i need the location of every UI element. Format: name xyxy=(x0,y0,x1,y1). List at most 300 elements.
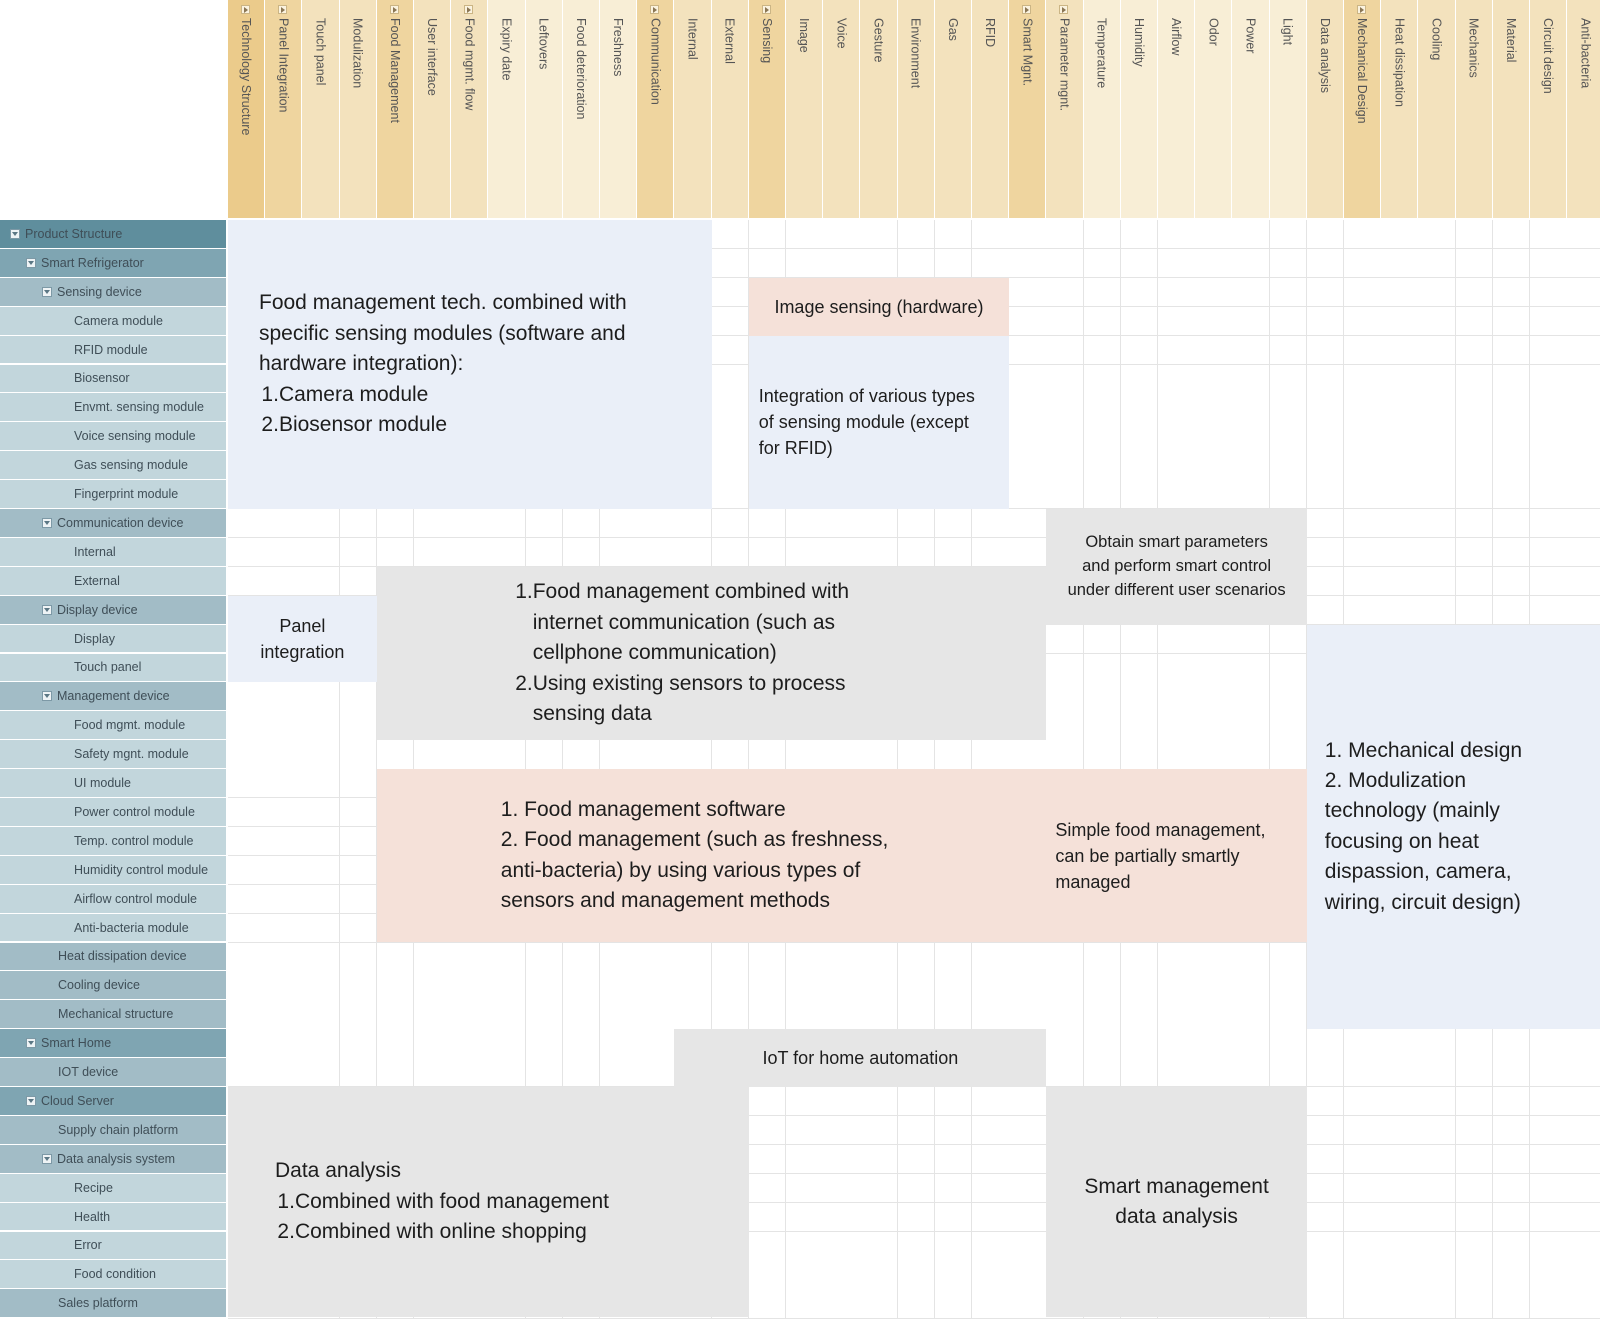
grid-cell xyxy=(414,1058,452,1087)
grid-cell xyxy=(786,1087,824,1116)
row-header xyxy=(0,827,226,856)
grid-cell xyxy=(1530,1260,1568,1289)
grid-cell xyxy=(340,971,378,1000)
grid-cell xyxy=(1381,480,1419,509)
grid-cell xyxy=(1232,625,1270,654)
expand-arrow-icon[interactable] xyxy=(278,5,287,14)
list-text: Camera module xyxy=(278,382,429,406)
grid-cell xyxy=(1270,451,1308,480)
column-header xyxy=(674,0,711,218)
column-header xyxy=(712,0,749,218)
grid-cell xyxy=(414,971,452,1000)
grid-cell xyxy=(823,249,861,278)
grid-cell xyxy=(228,827,266,856)
grid-cell xyxy=(302,885,340,914)
grid-cell xyxy=(1418,365,1456,394)
grid-cell xyxy=(1084,1029,1122,1058)
row-header xyxy=(0,1000,226,1029)
grid-cell xyxy=(1009,1260,1047,1289)
grid-cell xyxy=(1456,1289,1494,1318)
row-header-label: Display device xyxy=(57,602,138,617)
grid-cell xyxy=(1493,249,1531,278)
column-header xyxy=(600,0,637,218)
grid-cell xyxy=(1084,393,1122,422)
grid-cell xyxy=(1567,336,1600,365)
grid-cell xyxy=(1381,1145,1419,1174)
grid-cell xyxy=(302,914,340,943)
grid-cell xyxy=(860,1145,898,1174)
grid-cell xyxy=(1344,1260,1382,1289)
grid-cell xyxy=(1493,1145,1531,1174)
grid-cell xyxy=(1232,943,1270,972)
grid-cell xyxy=(1530,1087,1568,1116)
grid-cell xyxy=(935,943,973,972)
grid-cell xyxy=(1232,307,1270,336)
region-text-line: technology (mainly xyxy=(1324,799,1500,823)
column-header-label: Touch panel xyxy=(313,18,328,86)
grid-cell xyxy=(860,1260,898,1289)
column-header xyxy=(1418,0,1455,218)
grid-cell xyxy=(1084,1000,1122,1029)
grid-cell xyxy=(1567,1203,1600,1232)
grid-cell xyxy=(935,1087,973,1116)
row-header[interactable] xyxy=(0,509,226,538)
region-list-item xyxy=(513,699,1047,729)
grid-cell xyxy=(712,480,750,509)
grid-cell xyxy=(302,1058,340,1087)
grid-cell xyxy=(972,1000,1010,1029)
grid-cell xyxy=(1307,1058,1345,1087)
region-text-line: under different user scenarios xyxy=(1067,580,1286,599)
row-header-label: IOT device xyxy=(58,1065,119,1080)
grid-cell xyxy=(1530,220,1568,249)
collapse-arrow-icon[interactable] xyxy=(26,1038,36,1048)
grid-cell xyxy=(1121,654,1159,683)
grid-cell xyxy=(823,220,861,249)
grid-cell xyxy=(1418,596,1456,625)
grid-cell xyxy=(935,249,973,278)
grid-cell xyxy=(1009,336,1047,365)
grid-cell xyxy=(749,1087,787,1116)
grid-cell xyxy=(1158,393,1196,422)
grid-cell xyxy=(1493,567,1531,596)
grid-cell xyxy=(1381,422,1419,451)
grid-cell xyxy=(600,971,638,1000)
collapse-arrow-icon[interactable] xyxy=(42,518,52,528)
grid-cell xyxy=(228,798,266,827)
grid-cell xyxy=(637,1058,675,1087)
row-header[interactable] xyxy=(0,1087,226,1116)
collapse-arrow-icon[interactable] xyxy=(10,229,20,239)
grid-cell xyxy=(1158,480,1196,509)
column-header[interactable] xyxy=(637,0,674,218)
grid-cell xyxy=(1530,509,1568,538)
column-header xyxy=(1195,0,1232,218)
grid-cell xyxy=(898,249,936,278)
column-header[interactable] xyxy=(451,0,488,218)
grid-cell xyxy=(1270,654,1308,683)
grid-cell xyxy=(1270,249,1308,278)
row-header-label: Safety mgnt. module xyxy=(74,747,189,762)
column-header[interactable] xyxy=(377,0,414,218)
grid-cell xyxy=(898,1000,936,1029)
collapse-arrow-icon[interactable] xyxy=(26,1096,36,1106)
grid-cell xyxy=(786,740,824,769)
grid-cell xyxy=(1530,480,1568,509)
grid-cell xyxy=(526,538,564,567)
grid-cell xyxy=(1121,307,1159,336)
column-header[interactable] xyxy=(1046,0,1083,218)
grid-cell xyxy=(302,538,340,567)
region-text-line: Image sensing (hardware) xyxy=(774,296,984,317)
grid-cell xyxy=(563,1029,601,1058)
grid-cell xyxy=(712,943,750,972)
grid-cell xyxy=(935,1260,973,1289)
grid-cell xyxy=(1530,596,1568,625)
grid-cell xyxy=(1530,1029,1568,1058)
column-header[interactable] xyxy=(1009,0,1046,218)
grid-cell xyxy=(414,538,452,567)
grid-cell xyxy=(1046,625,1084,654)
grid-cell xyxy=(1121,365,1159,394)
grid-cell xyxy=(1567,596,1600,625)
grid-cell xyxy=(1009,451,1047,480)
grid-cell xyxy=(1381,307,1419,336)
grid-cell xyxy=(749,220,787,249)
row-header xyxy=(0,1289,226,1318)
grid-cell xyxy=(1121,971,1159,1000)
grid-cell xyxy=(1493,307,1531,336)
row-header[interactable] xyxy=(0,249,226,278)
grid-cell xyxy=(1084,740,1122,769)
list-text: Biosensor module xyxy=(278,413,448,437)
grid-cell xyxy=(712,538,750,567)
region-list-item xyxy=(259,380,712,410)
column-header[interactable] xyxy=(228,0,265,218)
grid-cell xyxy=(1307,509,1345,538)
region-text-line: Obtain smart parameters xyxy=(1085,532,1268,551)
grid-cell xyxy=(1009,278,1047,307)
grid-cell xyxy=(712,422,750,451)
grid-cell xyxy=(860,1087,898,1116)
column-header[interactable] xyxy=(1344,0,1381,218)
grid-cell xyxy=(1195,336,1233,365)
grid-cell xyxy=(563,740,601,769)
grid-cell xyxy=(1418,451,1456,480)
grid-cell xyxy=(1493,1203,1531,1232)
grid-cell xyxy=(674,509,712,538)
grid-cell xyxy=(860,1000,898,1029)
list-number: 1. xyxy=(261,382,279,406)
column-header-label: Airflow xyxy=(1169,18,1184,56)
grid-cell xyxy=(1158,1000,1196,1029)
grid-cell xyxy=(972,1145,1010,1174)
collapse-arrow-icon[interactable] xyxy=(26,258,36,268)
grid-cell xyxy=(1381,451,1419,480)
grid-cell xyxy=(1493,1029,1531,1058)
region-text-line: anti-bacteria) by using various types of xyxy=(500,858,861,882)
grid-cell xyxy=(1456,538,1494,567)
grid-cell xyxy=(935,1232,973,1261)
grid-cell xyxy=(712,365,750,394)
collapse-arrow-icon[interactable] xyxy=(42,287,52,297)
column-header-label: Technology Structure xyxy=(239,18,254,136)
grid-cell xyxy=(1195,393,1233,422)
grid-cell xyxy=(340,1029,378,1058)
row-header[interactable] xyxy=(0,278,226,307)
grid-cell xyxy=(1567,538,1600,567)
column-header-label: Freshness xyxy=(611,18,626,77)
list-text: Combined with food management xyxy=(294,1189,609,1213)
grid-cell xyxy=(898,1145,936,1174)
grid-cell xyxy=(526,943,564,972)
grid-cell xyxy=(935,1145,973,1174)
column-header-label: Image xyxy=(797,18,812,53)
grid-cell xyxy=(935,509,973,538)
row-header-label: Voice sensing module xyxy=(74,429,196,444)
expand-arrow-icon[interactable] xyxy=(1022,5,1031,14)
grid-cell xyxy=(228,538,266,567)
grid-cell xyxy=(1493,480,1531,509)
grid-cell xyxy=(377,1029,415,1058)
grid-cell xyxy=(1121,249,1159,278)
grid-cell xyxy=(1232,711,1270,740)
grid-cell xyxy=(786,1203,824,1232)
grid-cell xyxy=(377,740,415,769)
grid-cell xyxy=(1493,1260,1531,1289)
grid-cell xyxy=(265,769,303,798)
grid-cell xyxy=(1381,509,1419,538)
grid-cell xyxy=(1009,1289,1047,1318)
grid-cell xyxy=(1344,1087,1382,1116)
grid-cell xyxy=(1381,1087,1419,1116)
column-header xyxy=(1084,0,1121,218)
grid-cell xyxy=(1009,307,1047,336)
collapse-arrow-icon[interactable] xyxy=(42,1154,52,1164)
grid-cell xyxy=(1381,596,1419,625)
grid-cell xyxy=(674,1000,712,1029)
grid-cell xyxy=(1232,249,1270,278)
grid-cell xyxy=(1009,1116,1047,1145)
row-header-label: Food mgmt. module xyxy=(74,718,186,733)
grid-cell xyxy=(1381,1029,1419,1058)
row-header-label: Sales platform xyxy=(58,1296,138,1311)
grid-cell xyxy=(340,769,378,798)
grid-cell xyxy=(1158,654,1196,683)
grid-cell xyxy=(1567,567,1600,596)
region-list-item xyxy=(513,669,1047,699)
region-text-line: hardware integration): xyxy=(259,352,464,376)
grid-cell xyxy=(1418,1058,1456,1087)
grid-cell xyxy=(1158,1029,1196,1058)
list-text: sensing data xyxy=(532,702,652,726)
region-text-line: Smart management xyxy=(1084,1174,1269,1198)
grid-cell xyxy=(1530,1289,1568,1318)
row-header xyxy=(0,422,226,451)
grid-cell xyxy=(1307,278,1345,307)
list-number xyxy=(513,638,533,668)
list-text: cellphone communication) xyxy=(532,641,777,665)
row-header xyxy=(0,654,226,683)
expand-arrow-icon[interactable] xyxy=(650,5,659,14)
grid-cell xyxy=(1456,596,1494,625)
grid-cell xyxy=(1418,220,1456,249)
column-header xyxy=(823,0,860,218)
grid-cell xyxy=(1046,336,1084,365)
grid-cell xyxy=(563,1058,601,1087)
grid-cell xyxy=(1456,365,1494,394)
grid-cell xyxy=(1381,1116,1419,1145)
grid-cell xyxy=(1307,336,1345,365)
grid-cell xyxy=(1009,1145,1047,1174)
grid-cell xyxy=(1493,336,1531,365)
grid-cell xyxy=(1009,509,1047,538)
grid-cell xyxy=(1418,538,1456,567)
grid-cell xyxy=(823,943,861,972)
grid-cell xyxy=(228,740,266,769)
grid-cell xyxy=(1456,1029,1494,1058)
grid-cell xyxy=(1195,249,1233,278)
grid-cell xyxy=(1493,1289,1531,1318)
grid-cell xyxy=(1232,1058,1270,1087)
grid-cell xyxy=(1530,422,1568,451)
region-text-line: 2. Modulization xyxy=(1324,768,1467,792)
grid-cell xyxy=(1121,480,1159,509)
grid-cell xyxy=(1158,971,1196,1000)
region-text-line: for RFID) xyxy=(758,438,833,459)
row-header xyxy=(0,336,226,365)
grid-cell xyxy=(1270,307,1308,336)
grid-cell xyxy=(488,971,526,1000)
grid-cell xyxy=(1567,1029,1600,1058)
grid-cell xyxy=(377,971,415,1000)
grid-cell xyxy=(972,1289,1010,1318)
grid-cell xyxy=(1344,1174,1382,1203)
grid-cell xyxy=(749,1174,787,1203)
expand-arrow-icon[interactable] xyxy=(1059,5,1068,14)
row-header[interactable] xyxy=(0,1029,226,1058)
region-text-line: Data analysis xyxy=(275,1159,402,1183)
grid-cell xyxy=(898,538,936,567)
grid-cell xyxy=(823,509,861,538)
grid-cell xyxy=(1567,1260,1600,1289)
grid-cell xyxy=(526,1029,564,1058)
grid-cell xyxy=(1493,1232,1531,1261)
grid-cell xyxy=(749,509,787,538)
grid-cell xyxy=(935,220,973,249)
grid-cell xyxy=(1418,1145,1456,1174)
grid-cell xyxy=(1270,1058,1308,1087)
list-text: Food management combined with xyxy=(532,580,850,604)
grid-cell xyxy=(972,1260,1010,1289)
row-header[interactable] xyxy=(0,682,226,711)
grid-cell xyxy=(1344,393,1382,422)
grid-cell xyxy=(1307,567,1345,596)
grid-cell xyxy=(1344,278,1382,307)
row-header-label: Health xyxy=(74,1209,111,1224)
grid-cell xyxy=(302,740,340,769)
grid-cell xyxy=(1270,336,1308,365)
grid-cell xyxy=(1232,365,1270,394)
grid-cell xyxy=(1530,278,1568,307)
grid-cell xyxy=(1567,1087,1600,1116)
grid-cell xyxy=(1567,1289,1600,1318)
grid-cell xyxy=(1009,365,1047,394)
region-food-internet-communication xyxy=(377,567,1047,740)
grid-cell xyxy=(1121,220,1159,249)
expand-arrow-icon[interactable] xyxy=(762,5,771,14)
column-header-label: Power xyxy=(1243,18,1258,54)
grid-cell xyxy=(1456,451,1494,480)
grid-cell xyxy=(1493,538,1531,567)
grid-cell xyxy=(488,1029,526,1058)
grid-cell xyxy=(749,1116,787,1145)
grid-cell xyxy=(1232,451,1270,480)
row-header[interactable] xyxy=(0,1145,226,1174)
grid-cell xyxy=(1493,1087,1531,1116)
column-header[interactable] xyxy=(265,0,302,218)
list-number: 1. xyxy=(515,580,533,604)
grid-cell xyxy=(1530,1232,1568,1261)
region-text-line: sensors and management methods xyxy=(500,889,830,913)
grid-cell xyxy=(377,538,415,567)
expand-arrow-icon[interactable] xyxy=(241,5,250,14)
grid-cell xyxy=(1121,1029,1159,1058)
grid-cell xyxy=(1046,654,1084,683)
region-mechanical-modulization xyxy=(1307,625,1600,1030)
grid-cell xyxy=(228,1029,266,1058)
grid-cell xyxy=(898,1260,936,1289)
collapse-arrow-icon[interactable] xyxy=(42,691,52,701)
grid-cell xyxy=(1493,278,1531,307)
grid-cell xyxy=(488,1000,526,1029)
expand-arrow-icon[interactable] xyxy=(390,5,399,14)
grid-cell xyxy=(1232,336,1270,365)
grid-cell xyxy=(228,682,266,711)
expand-arrow-icon[interactable] xyxy=(464,5,473,14)
expand-arrow-icon[interactable] xyxy=(1357,5,1366,14)
row-header-label: UI module xyxy=(74,776,131,791)
grid-cell xyxy=(1493,422,1531,451)
region-smart-management-data-analysis xyxy=(1046,1087,1306,1317)
collapse-arrow-icon[interactable] xyxy=(42,605,52,615)
grid-cell xyxy=(1084,711,1122,740)
grid-cell xyxy=(1418,509,1456,538)
grid-cell xyxy=(1418,249,1456,278)
grid-cell xyxy=(488,509,526,538)
grid-cell xyxy=(228,567,266,596)
grid-cell xyxy=(377,509,415,538)
grid-cell xyxy=(302,1000,340,1029)
row-header[interactable] xyxy=(0,596,226,625)
region-list-item xyxy=(275,1187,749,1217)
row-header-label: Power control module xyxy=(74,804,195,819)
grid-cell xyxy=(786,538,824,567)
column-header-label: Gesture xyxy=(871,18,886,63)
region-text-line: IoT for home automation xyxy=(762,1048,959,1069)
column-header[interactable] xyxy=(749,0,786,218)
grid-cell xyxy=(1084,307,1122,336)
grid-cell xyxy=(228,1058,266,1087)
grid-cell xyxy=(1307,220,1345,249)
row-header[interactable] xyxy=(0,220,226,249)
grid-cell xyxy=(1046,740,1084,769)
column-header-label: Mechanical Design xyxy=(1355,18,1370,124)
grid-cell xyxy=(451,943,489,972)
grid-cell xyxy=(1381,538,1419,567)
grid-cell xyxy=(302,827,340,856)
row-header-label: Camera module xyxy=(74,313,163,328)
